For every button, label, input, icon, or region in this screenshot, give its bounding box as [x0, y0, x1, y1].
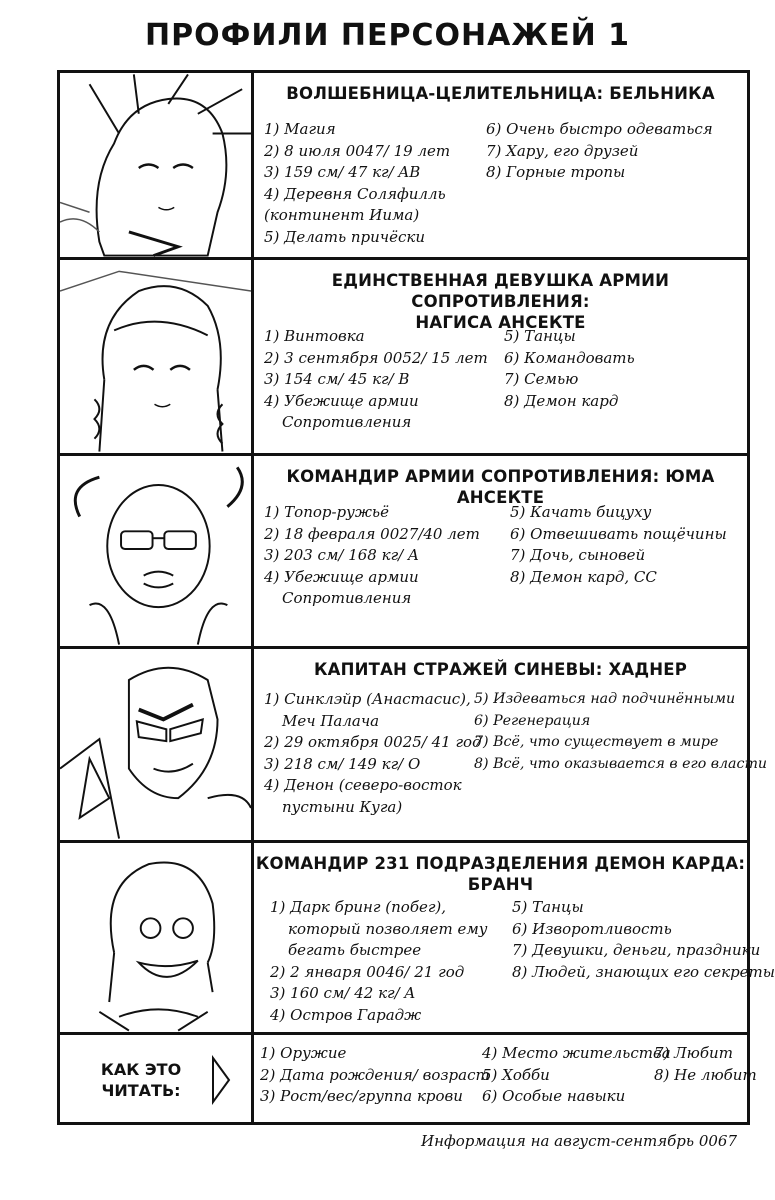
- profile-left-column: 1) Топор-ружьё 2) 18 февраля 0027/40 лет 3) 203 см/ 168 кг/ A 4) Убежище армии Сопротивления: [264, 503, 480, 607]
- footer-note: Информация на август-сентябрь 0067: [421, 1132, 737, 1150]
- profile-info-nagisa: [254, 260, 747, 453]
- girl-portrait-icon: [60, 73, 251, 257]
- legend-column-1: 1) Оружие 2) Дата рождения/ возраст 3) Рост/вес/группа крови: [260, 1044, 490, 1105]
- page-title: ПРОФИЛИ ПЕРСОНАЖЕЙ 1: [145, 18, 630, 53]
- profile-right-column: 5) Издеваться над подчинёнными 6) Регенерация 7) Всё, что существует в мире 8) Всё, что оказывается в его власти: [474, 691, 768, 772]
- profile-right-column: 5) Качать бицуху 6) Отвешивать пощёчины 7) Дочь, сыновей 8) Демон кард, СС: [510, 503, 727, 586]
- profile-heading: КОМАНДИР 231 ПОДРАЗДЕЛЕНИЯ ДЕМОН КАРДА: БРАНЧ: [255, 854, 746, 894]
- legend-info: [254, 1035, 757, 1122]
- portrait-branch: [60, 843, 254, 1032]
- profile-info-belnika: [254, 73, 747, 257]
- bald-man-portrait-icon: [60, 456, 251, 646]
- portrait-nagisa: [60, 260, 254, 453]
- profile-info-yuma: [254, 456, 747, 646]
- portrait-yuma: [60, 456, 254, 646]
- profile-left-column: 1) Магия 2) 8 июля 0047/ 19 лет 3) 159 см/ 47 кг/ AB 4) Деревня Соляфилль (континент Иима) 5) Делать причёски: [264, 120, 451, 246]
- grinning-man-portrait-icon: [60, 843, 251, 1032]
- profile-heading: ВОЛШЕБНИЦА-ЦЕЛИТЕЛЬНИЦА: БЕЛЬНИКА: [286, 84, 715, 103]
- legend-label-cell: [60, 1035, 254, 1122]
- profile-right-column: 5) Танцы 6) Командовать 7) Семью 8) Демон кард: [504, 327, 635, 410]
- profile-right-column: 5) Танцы 6) Изворотливость 7) Девушки, деньги, праздники 8) Людей, знающих его секреты: [512, 898, 775, 981]
- legend-label: КАК ЭТО ЧИТАТЬ:: [100, 1060, 182, 1100]
- portrait-belnika: [60, 73, 254, 257]
- profile-info-branch: [254, 843, 775, 1032]
- profiles-table: [57, 70, 775, 1125]
- profile-info-hadner: [254, 649, 768, 840]
- legend-column-2: 4) Место жительства 5) Хобби 6) Особые навыки: [482, 1044, 671, 1105]
- profile-row-belnika: [60, 73, 747, 260]
- profile-left-column: 1) Синклэйр (Анастасис), Меч Палача 2) 29 октября 0025/ 41 год 3) 218 см/ 149 кг/ O 4) Денон (северо-восток пустыни Куга): [264, 690, 482, 816]
- profile-row-yuma: [60, 456, 747, 649]
- profile-heading: КОМАНДИР АРМИИ СОПРОТИВЛЕНИЯ: ЮМА АНСЕКТЕ: [286, 467, 715, 507]
- profile-right-column: 6) Очень быстро одеваться 7) Хару, его друзей 8) Горные тропы: [486, 120, 713, 181]
- profile-left-column: 1) Дарк бринг (побег), который позволяет ему бегать быстрее 2) 2 января 0046/ 21 год 3) 160 см/ 42 кг/ A 4) Остров Гарадж: [270, 898, 488, 1024]
- profile-heading: КАПИТАН СТРАЖЕЙ СИНЕВЫ: ХАДНЕР: [313, 660, 688, 679]
- profile-row-branch: [60, 843, 775, 1035]
- legend-row: [60, 1035, 757, 1122]
- profile-heading: ЕДИНСТВЕННАЯ ДЕВУШКА АРМИИ СОПРОТИВЛЕНИЯ: НАГИСА АНСЕКТЕ: [331, 271, 670, 332]
- portrait-hadner: [60, 649, 254, 840]
- profile-row-hadner: [60, 649, 768, 843]
- legend-column-3: 7) Любит 8) Не любит: [654, 1044, 757, 1084]
- girl-braids-portrait-icon: [60, 260, 251, 453]
- profile-row-nagisa: [60, 260, 747, 456]
- captain-portrait-icon: [60, 649, 251, 840]
- arrow-right-icon: [210, 1055, 232, 1105]
- profile-left-column: 1) Винтовка 2) 3 сентября 0052/ 15 лет 3) 154 см/ 45 кг/ B 4) Убежище армии Сопротивления: [264, 327, 488, 431]
